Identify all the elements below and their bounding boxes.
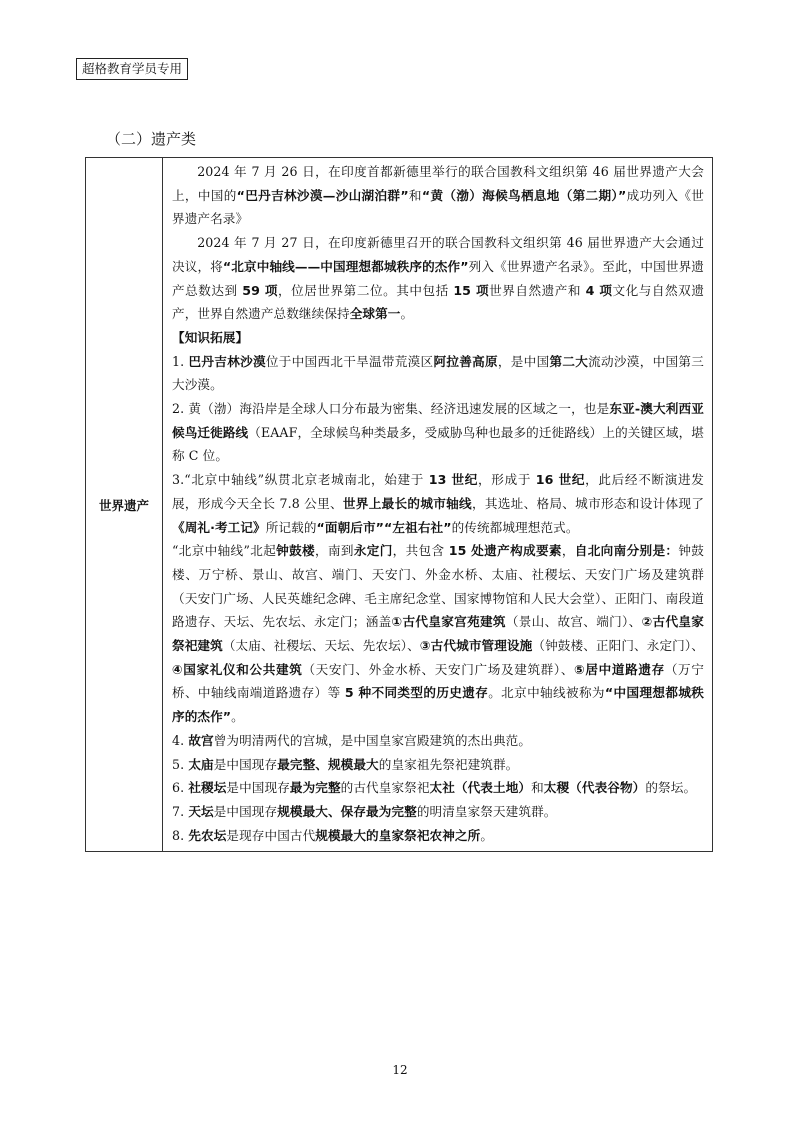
text-segment: 钟鼓楼、万宁桥、景山、故宫、端门、天安门、外金水桥、太庙、社稷坛、天安门广场及建筑群（天安门广场、人民英雄纪念碑、毛主席纪念堂、国家博物馆和人民大会堂）、正阳门、南段道路遗存、天坛、先农坛、永定门；涵盖 <box>172 543 704 630</box>
bold-text: 15 处遗产构成要素 <box>448 543 562 559</box>
section-title: （二）遗产类 <box>106 130 197 148</box>
text-segment: 是现存中国古代 <box>226 827 316 843</box>
bold-text: 最完整、规模最大 <box>277 756 379 772</box>
category-cell <box>86 158 163 852</box>
text-segment: 和 <box>408 187 422 203</box>
bold-text: 永定门 <box>353 543 393 559</box>
text-segment: ， <box>561 543 575 559</box>
bold-text: ③古代城市管理设施 <box>419 638 533 654</box>
header-tag: 超格教育学员专用 <box>76 58 188 80</box>
bold-text: “巴丹吉林沙漠—沙山湖泊群” <box>236 187 409 203</box>
paragraph-p7 <box>172 539 704 729</box>
text-segment: 的传统都城理想范式。 <box>451 519 579 535</box>
bold-text: 东亚-澳大利西亚候鸟迁徙路线 <box>172 401 705 440</box>
bold-text: 阿拉善高原 <box>433 353 498 369</box>
bold-text: 规模最大的皇家祭祀农神之所 <box>315 827 481 843</box>
text-segment: ，位居世界第二位。其中包括 <box>278 282 454 298</box>
paragraph-p9 <box>172 753 704 777</box>
bold-text: 天坛 <box>188 803 214 819</box>
bold-text: 15 项 <box>453 282 490 298</box>
text-segment: （万宁桥、中轴线南端道路遗存）等 <box>172 661 704 701</box>
text-segment: 是中国现存 <box>213 803 278 819</box>
paragraph-p8 <box>172 729 704 753</box>
text-segment: 世界自然遗产和 <box>489 282 586 298</box>
text-segment: 曾为明清两代的宫城，是中国皇家宫殿建筑的杰出典范。 <box>213 732 532 748</box>
bold-text: 【知识拓展】 <box>172 329 249 345</box>
bold-text: 《周礼·考工记》 <box>172 519 266 535</box>
category-label: 世界遗产 <box>98 497 149 513</box>
text-segment: 位于中国西北干旱温带荒漠区 <box>265 353 434 369</box>
text-segment: （太庙、社稷坛、天坛、先农坛）、 <box>222 638 420 654</box>
text-segment: ，是中国 <box>497 353 550 369</box>
text-segment: 3.“北京中轴线”纵贯北京老城南北，始建于 <box>172 472 429 488</box>
text-segment: ，共包含 <box>392 543 449 559</box>
text-segment: “北京中轴线”北起 <box>172 543 277 559</box>
text-segment: 的祭坛。 <box>645 780 697 796</box>
text-segment: 和 <box>531 780 544 796</box>
bold-text: 社稷坛 <box>188 780 227 796</box>
bold-text: 太庙 <box>188 756 214 772</box>
text-segment: 列入《世界遗产名录》。至此，中国世界遗产总数达到 <box>172 258 704 298</box>
text-segment: 流动沙漠，中国第三大沙漠。 <box>172 353 704 393</box>
bold-text: 太稷（代表谷物） <box>543 780 646 796</box>
bold-text: 钟鼓楼 <box>276 543 315 559</box>
text-segment: （EAAF，全球候鸟种类最多，受威胁鸟种也最多的迁徙路线）上的关键区域，堪称 C 位。 <box>172 424 704 464</box>
paragraph-p12 <box>172 824 704 848</box>
text-segment: 。 <box>231 709 244 725</box>
text-segment: 所记载的 <box>265 519 317 535</box>
text-segment: ，其选址、格局、城市形态和设计体现了 <box>471 495 705 511</box>
text-segment: 2024 年 7 月 27 日，在印度新德里召开的联合国教科文组织第 46 届世界遗产大会通过决议，将 <box>172 235 704 274</box>
text-segment: 文化与自然双遗产，世界自然遗产总数继续保持 <box>172 282 705 322</box>
bold-text: 自北向南分别是： <box>574 543 679 559</box>
bold-text: 最为完整 <box>289 780 341 796</box>
heritage-table <box>85 157 713 852</box>
paragraph-p6 <box>172 468 704 539</box>
bold-text: 世界上最长的城市轴线 <box>342 495 472 511</box>
bold-text: 太社（代表土地） <box>429 780 532 796</box>
bold-text: ⑤居中道路遗存 <box>574 661 665 677</box>
bold-text: 故宫 <box>188 732 214 748</box>
text-segment: 成功列入《世界遗产名录》 <box>172 187 704 227</box>
bold-text: ①古代皇家宫苑建筑 <box>391 614 506 630</box>
table-row <box>86 158 713 852</box>
text-segment: 6. <box>172 780 189 796</box>
text-segment: 2. 黄（渤）海沿岸是全球人口分布最为密集、经济迅速发展的区域之一，也是 <box>172 401 610 417</box>
bold-text: “中国理想都城秩序的杰作” <box>172 685 705 725</box>
bold-text: 5 种不同类型的历史遗存 <box>344 685 489 701</box>
bold-text: 59 项 <box>242 282 279 298</box>
text-segment: 的皇家祖先祭祀建筑群。 <box>378 756 519 772</box>
text-segment: ，南到 <box>315 543 354 559</box>
bold-text: 先农坛 <box>188 827 227 843</box>
bold-text: 4 项 <box>585 282 613 298</box>
bold-text: 16 世纪 <box>535 472 586 488</box>
text-segment: 7. <box>172 803 189 819</box>
text-segment: 的古代皇家祭祀 <box>340 780 430 796</box>
text-segment: 的明清皇家祭天建筑群。 <box>416 803 557 819</box>
bold-text: “黄（渤）海候鸟栖息地（第二期）” <box>421 187 627 203</box>
bold-text: 巴丹吉林沙漠 <box>188 353 266 369</box>
paragraph-p2 <box>172 231 704 326</box>
text-segment: 8. <box>172 827 189 843</box>
paragraph-p4 <box>172 350 704 397</box>
text-segment: （景山、故宫、端门）、 <box>505 614 642 630</box>
text-segment: ，形成于 <box>478 472 536 488</box>
content-cell <box>163 158 713 852</box>
text-segment: 4. <box>172 732 189 748</box>
bold-text: 全球第一 <box>349 306 401 322</box>
text-segment: 5. <box>172 756 189 772</box>
bold-text: ②古代皇家祭祀建筑 <box>172 614 704 654</box>
paragraph-p5 <box>172 397 704 468</box>
bold-text: “面朝后市”“左祖右社” <box>316 519 452 535</box>
content-body <box>172 160 704 847</box>
bold-text: 第二大 <box>549 353 589 369</box>
text-segment: 。北京中轴线被称为 <box>488 685 605 701</box>
text-segment: 2024 年 7 月 26 日，在印度首都新德里举行的联合国教科文组织第 46 届世界遗产大会上，中国的 <box>172 164 704 203</box>
text-segment: 是中国现存 <box>213 756 278 772</box>
bold-text: “北京中轴线——中国理想都城秩序的杰作” <box>222 258 469 274</box>
text-segment: （天安门、外金水桥、天安门广场及建筑群）、 <box>302 661 575 677</box>
text-segment: 。 <box>400 306 414 322</box>
paragraph-p3 <box>172 326 704 350</box>
text-segment: 。 <box>480 827 494 843</box>
text-segment: ，此后经不断演进发展，形成今天全长 7.8 公里、 <box>172 472 704 511</box>
text-segment: 是中国现存 <box>226 780 290 796</box>
paragraph-p1 <box>172 160 704 231</box>
paragraph-p11 <box>172 800 704 824</box>
bold-text: 规模最大、保存最为完整 <box>277 803 417 819</box>
bold-text: ④国家礼仪和公共建筑 <box>172 661 303 677</box>
text-segment: （钟鼓楼、正阳门、永定门）、 <box>532 638 704 654</box>
text-segment: 1. <box>172 353 189 369</box>
paragraph-p10 <box>172 776 704 800</box>
page-number: 12 <box>392 1063 408 1077</box>
bold-text: 13 世纪 <box>428 472 479 488</box>
